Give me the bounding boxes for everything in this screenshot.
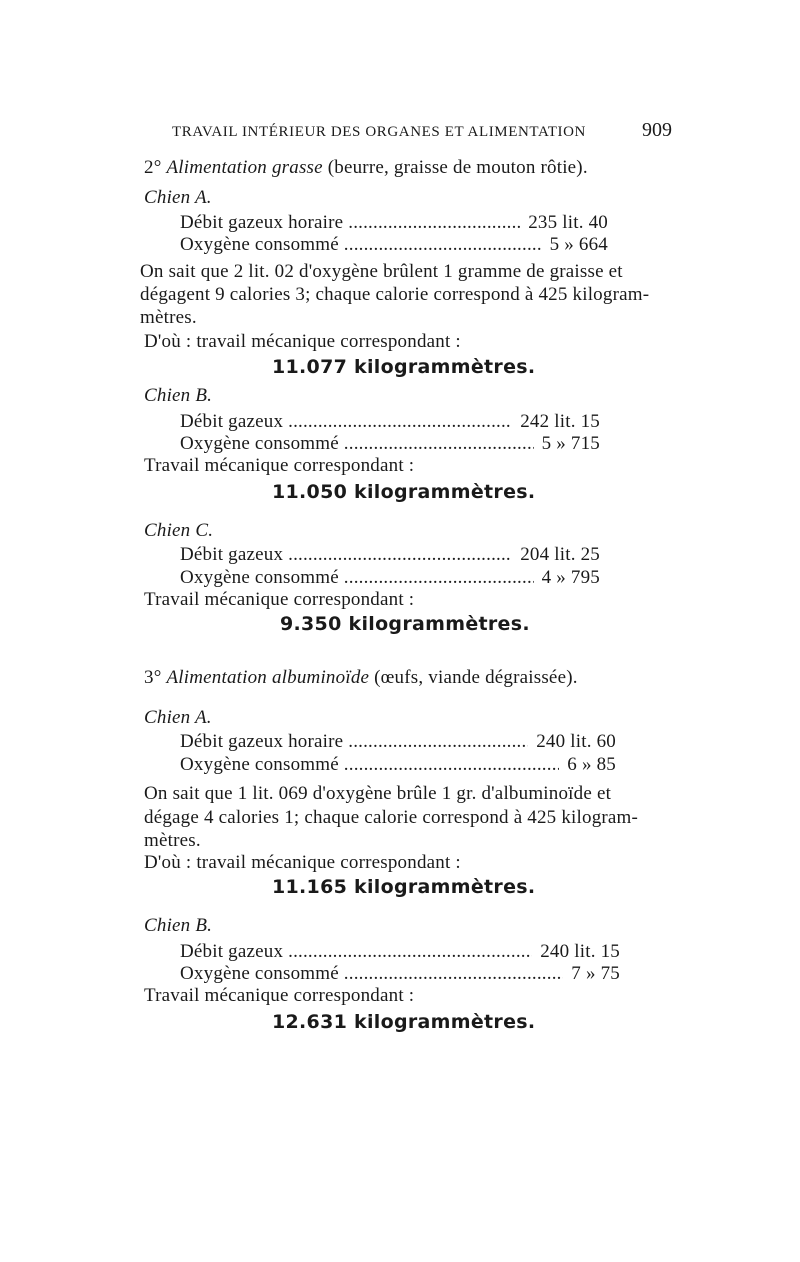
section-title: Alimentation grasse [166, 157, 323, 178]
measurement-row [180, 211, 608, 235]
paragraph-line: dégage 4 calories 1; chaque calorie correspond à 425 kilogram- [144, 807, 639, 828]
measurement-value: 6 » 85 [567, 754, 616, 775]
section-number: 3° [144, 667, 162, 688]
measurement-value: 5 » 715 [541, 433, 600, 454]
section-heading-fat-diet [144, 156, 588, 180]
paragraph-line: dégagent 9 calories 3; chaque calorie correspond à 425 kilogram- [140, 284, 650, 305]
section-description: (beurre, graisse de mouton rôtie). [327, 157, 588, 178]
dog-heading: Chien B. [144, 385, 213, 406]
measurement-label: Débit gazeux horaire ..... [180, 730, 528, 754]
measurement-row [180, 233, 608, 257]
dog-heading: Chien C. [144, 520, 214, 541]
measurement-label: Débit gazeux ..... [180, 410, 512, 434]
work-line: Travail mécanique correspondant : [144, 985, 415, 1006]
paragraph-line: On sait que 2 lit. 02 d'oxygène brûlent 1 gramme de graisse et [140, 261, 623, 282]
section-number: 2° [144, 157, 162, 178]
measurement-label: Débit gazeux horaire ..... [180, 211, 520, 235]
measurement-row [180, 410, 600, 434]
measurement-row [180, 432, 600, 456]
dog-heading: Chien A. [144, 187, 212, 208]
section-title: Alimentation albuminoïde [166, 667, 370, 688]
paragraph-line: On sait que 1 lit. 069 d'oxygène brûle 1 gr. d'albuminoïde et [144, 783, 612, 804]
measurement-label: Oxygène consommé ..... [180, 753, 559, 777]
measurement-row [180, 962, 620, 986]
result-value: 12.631 kilogrammètres. [272, 1011, 536, 1033]
measurement-value: 242 lit. 15 [520, 411, 600, 432]
measurement-row [180, 543, 600, 567]
measurement-label: Oxygène consommé ..... [180, 233, 542, 257]
work-line: Travail mécanique correspondant : [144, 589, 415, 610]
measurement-value: 7 » 75 [571, 963, 620, 984]
measurement-label: Débit gazeux ..... [180, 940, 532, 964]
running-title: TRAVAIL INTÉRIEUR DES ORGANES ET ALIMENTATION [172, 124, 586, 140]
page-number: 909 [642, 119, 672, 141]
paragraph-line: mètres. [140, 307, 197, 328]
measurement-label: Oxygène consommé ..... [180, 962, 563, 986]
measurement-value: 240 lit. 60 [536, 731, 616, 752]
result-value: 11.165 kilogrammètres. [272, 876, 536, 898]
measurement-row [180, 566, 600, 590]
paragraph-line: mètres. [144, 830, 201, 851]
measurement-row [180, 940, 620, 964]
result-value: 9.350 kilogrammètres. [280, 613, 530, 635]
measurement-label: Oxygène consommé ..... [180, 432, 534, 456]
measurement-row [180, 730, 616, 754]
measurement-row [180, 753, 616, 777]
running-header [172, 118, 672, 144]
consequence-line: D'où : travail mécanique correspondant : [144, 852, 461, 873]
measurement-value: 235 lit. 40 [528, 212, 608, 233]
dog-heading: Chien B. [144, 915, 213, 936]
work-line: Travail mécanique correspondant : [144, 455, 415, 476]
measurement-label: Débit gazeux ..... [180, 543, 512, 567]
dog-heading: Chien A. [144, 707, 212, 728]
result-value: 11.050 kilogrammètres. [272, 481, 536, 503]
section-description: (œufs, viande dégraissée). [374, 667, 578, 688]
measurement-label: Oxygène consommé ..... [180, 566, 534, 590]
measurement-value: 4 » 795 [541, 567, 600, 588]
measurement-value: 240 lit. 15 [540, 941, 620, 962]
consequence-line: D'où : travail mécanique correspondant : [144, 331, 461, 352]
measurement-value: 5 » 664 [549, 234, 608, 255]
section-heading-protein-diet [144, 666, 578, 690]
result-value: 11.077 kilogrammètres. [272, 356, 536, 378]
measurement-value: 204 lit. 25 [520, 544, 600, 565]
